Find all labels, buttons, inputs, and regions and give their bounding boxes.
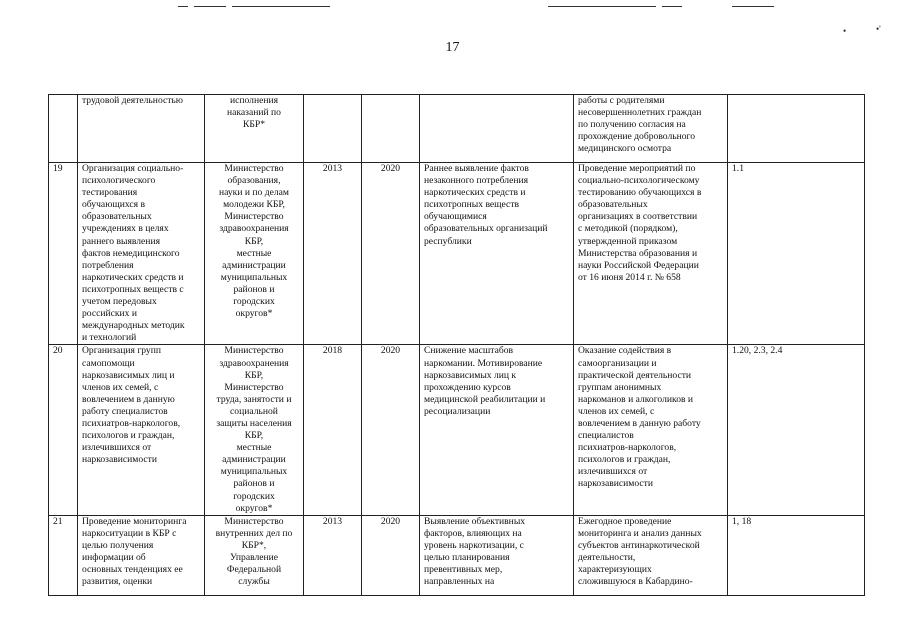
executor-cell-line: образования,	[227, 175, 281, 187]
top-rule-4	[548, 6, 656, 7]
executor-cell-line: районов и	[233, 283, 275, 295]
action-cell-line: психиатров-наркологов,	[82, 417, 181, 429]
indicator-cell-line: Проведение мероприятий по	[578, 163, 696, 174]
executor-cell-line: Управление	[229, 552, 279, 563]
action-cell-line: международных методик	[82, 320, 185, 332]
action-cell-line: самопомощи	[82, 357, 135, 369]
indicator-cell-line: работы с родителями	[578, 95, 665, 106]
indicator-cell-line: субъектов антинаркотической	[578, 539, 700, 551]
row-number: 20	[49, 345, 78, 515]
result-cell-line: направленных на	[424, 576, 495, 588]
action-cell-line: российских и	[82, 308, 138, 320]
top-rule-6	[732, 6, 774, 7]
executor-cell-line: КБР,	[244, 235, 264, 247]
table-row	[49, 163, 865, 345]
link-cell	[728, 95, 865, 163]
indicator-cell-line: прохождение добровольного	[578, 131, 696, 143]
executor-cell-line: местные	[236, 442, 272, 454]
row-number: 21	[49, 515, 78, 595]
action-cell-line: образовательных	[82, 211, 152, 223]
link-cell: 1, 18	[728, 515, 865, 595]
start-year-cell	[304, 95, 362, 163]
executor-cell-line: социальной	[230, 405, 278, 417]
action-cell-line: наркотических средств и	[82, 271, 184, 283]
action-cell-line: наркозависимости	[82, 454, 157, 466]
indicator-cell-line: психиатров-наркологов,	[578, 442, 677, 454]
indicator-cell-line: специалистов	[578, 430, 634, 442]
executor-cell	[205, 345, 304, 515]
result-cell-line: Выявление объективных	[424, 515, 526, 527]
result-cell-line: Снижение масштабов	[424, 345, 514, 357]
result-cell	[420, 95, 574, 163]
action-cell-line: психологического	[82, 175, 156, 187]
end-year-cell: 2020	[362, 515, 420, 595]
table-body	[49, 95, 865, 596]
result-cell-line: прохождению курсов	[424, 381, 511, 393]
action-cell-line: работу специалистов	[82, 405, 168, 417]
action-cell-line: целью получения	[82, 539, 154, 551]
result-cell-line: ресоциализации	[424, 405, 491, 417]
executor-cell-line: Федеральной	[226, 564, 282, 576]
row-number	[49, 95, 78, 163]
executor-cell-line: местные	[236, 247, 272, 259]
indicator-cell-line: самоорганизации и	[578, 357, 657, 369]
indicator-cell-line: излечившихся от	[578, 466, 648, 478]
link-cell: 1.1	[728, 163, 865, 345]
action-cell-line: Организация социально-	[82, 163, 184, 174]
result-cell-line: незаконного потребления	[424, 175, 529, 187]
executor-cell-line: Министерство	[224, 211, 284, 223]
executor-cell-line: молодежи КБР,	[223, 199, 285, 211]
action-cell	[78, 163, 205, 345]
indicator-cell-line: с методикой (порядком),	[578, 223, 678, 235]
result-cell	[420, 515, 574, 595]
action-cell-line: учреждениях в целях	[82, 223, 169, 235]
link-cell: 1.20, 2.3, 2.4	[728, 345, 865, 515]
table-row	[49, 515, 865, 595]
executor-cell-line: здравоохранения	[219, 357, 289, 369]
action-cell-line: излечившихся от	[82, 442, 152, 454]
executor-cell-line: исполнения	[229, 95, 279, 106]
executor-cell-line: Министерство	[224, 163, 284, 174]
executor-cell-line: городских	[233, 490, 275, 502]
indicator-cell-line: группам анонимных	[578, 381, 662, 393]
action-cell-line: вовлечением в данную	[82, 393, 175, 405]
indicator-cell-line: наркозависимости	[578, 478, 653, 490]
indicator-cell-line: психологов и граждан,	[578, 454, 671, 466]
executor-cell	[205, 163, 304, 345]
start-year-cell: 2013	[304, 515, 362, 595]
action-cell-line: членов их семей, с	[82, 381, 159, 393]
executor-cell-line: службы	[238, 576, 270, 588]
indicator-cell	[574, 515, 728, 595]
indicator-cell	[574, 95, 728, 163]
indicator-cell-line: организациях в соответствии	[578, 211, 698, 223]
indicator-cell-line: тестированию обучающихся в	[578, 187, 702, 199]
result-cell-line: целью планирования	[424, 552, 510, 563]
table-row	[49, 95, 865, 163]
executor-cell-line: здравоохранения	[219, 223, 289, 235]
indicator-cell-line: практической деятельности	[578, 369, 692, 381]
table-row	[49, 345, 865, 515]
action-cell	[78, 515, 205, 595]
indicator-cell-line: наркоманов и алкоголиков и	[578, 393, 694, 405]
executor-cell-line: муниципальных	[220, 271, 288, 283]
indicator-cell-line: Министерства образования и	[578, 247, 698, 259]
executor-cell	[205, 515, 304, 595]
indicator-cell	[574, 163, 728, 345]
top-rule-3	[232, 6, 330, 7]
action-cell-line: наркозависимых лиц и	[82, 369, 175, 381]
executor-cell-line: КБР*	[242, 119, 266, 131]
action-cell-line: и технологий	[82, 332, 137, 344]
executor-cell-line: КБР,	[244, 369, 264, 381]
executor-cell-line: администрации	[222, 454, 286, 466]
executor-cell-line: Министерство	[224, 345, 284, 357]
indicator-cell-line: утвержденной приказом	[578, 235, 678, 247]
executor-cell-line: труда, занятости и	[216, 393, 292, 405]
result-cell-line: наркотических средств и	[424, 187, 526, 199]
result-cell-line: уровень наркотизации, с	[424, 539, 524, 551]
executor-cell	[205, 95, 304, 163]
page-number: 17	[445, 40, 460, 55]
action-cell-line: обучающихся в	[82, 199, 146, 211]
action-cell-line: психологов и граждан,	[82, 430, 175, 442]
result-cell-line: психотропных веществ	[424, 199, 520, 211]
row-number: 19	[49, 163, 78, 345]
indicator-cell	[574, 345, 728, 515]
action-cell-line: трудовой деятельностью	[82, 95, 183, 106]
result-cell-line: Раннее выявление фактов	[424, 163, 529, 174]
scan-mark-1: •	[843, 26, 847, 36]
result-cell-line: медицинской реабилитации и	[424, 393, 546, 405]
executor-cell-line: КБР*,	[241, 539, 267, 551]
result-cell-line: наркозависимых лиц к	[424, 369, 517, 381]
indicator-cell-line: членов их семей, с	[578, 405, 655, 417]
action-cell-line: фактов немедицинского	[82, 247, 180, 259]
top-rule-5	[662, 6, 682, 7]
executor-cell-line: внутренних дел по	[215, 527, 293, 539]
action-cell-line: основных тенденциях ее	[82, 564, 183, 576]
action-cell-line: информации об	[82, 552, 146, 563]
action-cell-line: Организация групп	[82, 345, 161, 357]
end-year-cell: 2020	[362, 345, 420, 515]
executor-cell-line: округов*	[235, 308, 273, 320]
indicator-cell-line: сложившуюся в Кабардино-	[578, 576, 693, 588]
executor-cell-line: наказаний по	[227, 107, 281, 119]
result-cell-line: факторов, влияющих на	[424, 527, 522, 539]
result-cell-line: наркомании. Мотивирование	[424, 357, 543, 369]
indicator-cell-line: характеризующих	[578, 564, 652, 576]
start-year-cell: 2018	[304, 345, 362, 515]
result-cell-line: образовательных организаций	[424, 223, 548, 235]
executor-cell-line: защиты населения	[216, 417, 292, 429]
indicator-cell-line: по получению согласия на	[578, 119, 686, 131]
indicator-cell-line: образовательных	[578, 199, 648, 211]
indicator-cell-line: мониторинга и анализ данных	[578, 527, 702, 539]
indicator-cell-line: несовершеннолетних граждан	[578, 107, 702, 119]
indicator-cell-line: вовлечением в данную работу	[578, 417, 701, 429]
indicator-cell-line: социально-психологическому	[578, 175, 700, 187]
action-cell-line: тестирования	[82, 187, 138, 199]
executor-cell-line: Министерство	[224, 381, 284, 393]
indicator-cell-line: от 16 июня 2014 г. № 658	[578, 271, 681, 283]
action-cell-line: учетом передовых	[82, 296, 157, 308]
result-cell	[420, 345, 574, 515]
top-rule-1	[178, 6, 188, 7]
program-table	[48, 94, 865, 596]
result-cell	[420, 163, 574, 345]
indicator-cell-line: науки Российской Федерации	[578, 259, 699, 271]
end-year-cell	[362, 95, 420, 163]
executor-cell-line: Министерство	[224, 515, 284, 527]
indicator-cell-line: Ежегодное проведение	[578, 515, 672, 527]
action-cell-line: наркоситуации в КБР с	[82, 527, 177, 539]
executor-cell-line: округов*	[235, 502, 273, 514]
action-cell-line: развития, оценки	[82, 576, 153, 588]
executor-cell-line: администрации	[222, 259, 286, 271]
indicator-cell-line: медицинского осмотра	[578, 143, 672, 155]
result-cell-line: республики	[424, 235, 472, 247]
indicator-cell-line: Оказание содействия в	[578, 345, 672, 357]
start-year-cell: 2013	[304, 163, 362, 345]
scan-mark-2: •'	[876, 24, 881, 34]
result-cell-line: превентивных мер,	[424, 564, 503, 576]
executor-cell-line: муниципальных	[220, 466, 288, 478]
end-year-cell: 2020	[362, 163, 420, 345]
action-cell	[78, 95, 205, 163]
action-cell-line: психотропных веществ с	[82, 283, 184, 295]
action-cell-line: потребления	[82, 259, 134, 271]
action-cell-line: раннего выявления	[82, 235, 160, 247]
action-cell-line: Проведение мониторинга	[82, 515, 187, 527]
executor-cell-line: районов и	[233, 478, 275, 490]
executor-cell-line: науки и по делам	[218, 187, 289, 199]
executor-cell-line: КБР,	[244, 430, 264, 442]
executor-cell-line: городских	[233, 296, 275, 308]
action-cell	[78, 345, 205, 515]
result-cell-line: обучающимися	[424, 211, 487, 223]
top-rule-2	[194, 6, 226, 7]
indicator-cell-line: деятельности,	[578, 552, 636, 563]
